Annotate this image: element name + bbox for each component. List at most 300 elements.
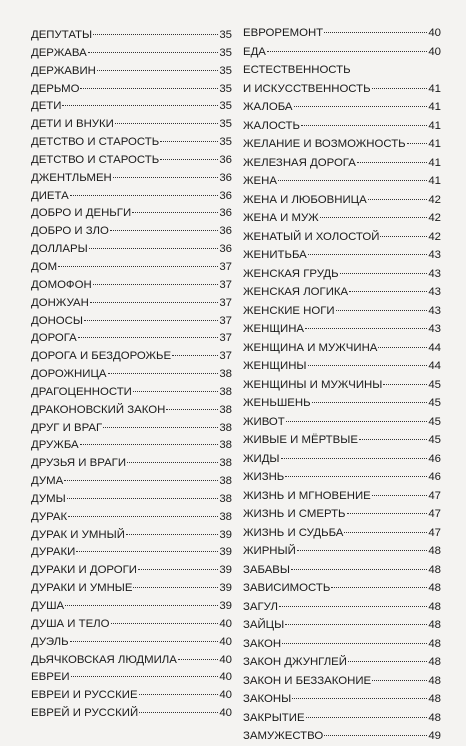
entry-term: ЖЕНЩИНА И МУЖЧИНА [243,341,378,354]
entry-page-number: 38 [219,421,232,434]
entry-term: ДУРАКИ И ДОРОГИ [31,564,137,577]
entry-term: ДОРОГА [31,332,77,345]
index-entry [243,690,441,709]
entry-page-number: 46 [428,452,441,465]
dot-leader [65,605,218,606]
dot-leader [331,587,427,588]
dot-leader [160,141,218,142]
entry-page-number: 36 [219,225,232,238]
dot-leader [64,480,218,481]
entry-page-number: 48 [428,637,441,650]
entry-term: ДУРАКИ И УМНЫЕ [31,582,133,595]
entry-page-number: 40 [219,689,232,702]
dot-leader [286,421,428,422]
entry-term: ЗАБАВЫ [243,563,290,576]
entry-page-number: 43 [428,286,441,298]
dot-leader [178,659,218,660]
index-entry [243,302,441,321]
entry-term: ЖИЗНЬ И МГНОВЕНИЕ [243,489,371,502]
entry-term: ДЕТСТВО И СТАРОСТЬ [31,153,160,166]
dot-leader [103,427,218,428]
index-entry [31,366,232,384]
entry-page-number: 48 [428,693,441,705]
entry-page-number: 42 [428,212,441,224]
entry-page-number: 48 [428,582,441,594]
dot-leader [282,643,427,644]
entry-term: ЖИВОТ [243,415,285,428]
entry-term: ДРУЖБА [31,439,79,452]
entry-term: ДОРОГА И БЕЗДОРОЖЬЕ [31,350,172,363]
dot-leader [357,162,428,163]
index-entry [31,473,232,491]
entry-page-number: 35 [219,100,232,113]
entry-term: ДОМОФОН [31,278,92,291]
entry-term: ЕВРЕИ [31,671,70,684]
dot-leader [320,217,428,218]
index-entry [31,544,232,562]
entry-page-number: 39 [219,546,232,559]
dot-leader [67,498,219,499]
dot-leader [285,476,427,477]
entry-page-number: 44 [428,360,441,372]
entry-term: ЗАМУЖЕСТВО [243,730,324,742]
index-entry [31,437,232,455]
entry-page-number: 49 [428,730,441,742]
dot-leader [279,606,427,607]
dot-leader [133,587,218,588]
entry-term: ЖЕНА [243,175,277,187]
dot-leader [139,712,218,713]
dot-leader [292,698,427,699]
dot-leader [372,680,427,681]
entry-term: ЖАЛОБА [243,101,293,113]
entry-term: ЕВРОРЕМОНТ [243,27,324,39]
index-entry [31,402,232,420]
entry-page-number: 48 [428,711,441,724]
dot-leader [62,105,218,106]
entry-page-number: 48 [428,674,441,687]
index-entry [243,561,441,580]
dot-leader [294,106,428,107]
index-entry [31,705,232,723]
dot-leader [93,34,218,35]
entry-page-number: 40 [219,707,232,720]
index-entry [243,61,441,80]
entry-term: ЖЕЛЕЗНАЯ ДОРОГА [243,156,356,169]
dot-leader [90,302,218,303]
entry-term: ДЕРЬМО [31,82,80,95]
index-entry [243,228,441,247]
entry-page-number: 36 [219,207,232,220]
entry-page-number: 41 [428,101,441,113]
entry-term: ДОНЖУАН [31,296,89,309]
dot-leader [349,291,427,292]
entry-page-number: 44 [428,341,441,354]
entry-term: ДЕТИ И ВНУКИ [31,118,114,131]
entry-page-number: 38 [219,385,232,398]
entry-page-number: 40 [219,671,232,684]
dot-leader [312,402,428,403]
dot-leader [58,266,218,267]
dot-leader [407,143,428,144]
entry-term: ДЕТСТВО И СТАРОСТЬ [31,136,160,149]
index-column-left [31,27,232,723]
entry-term: ЖЕНСКАЯ ГРУДЬ [243,267,339,280]
index-entry [243,450,441,469]
entry-term: И ИСКУССТВЕННОСТЬ [243,82,371,95]
entry-page-number: 39 [219,600,232,612]
index-entry [243,320,441,339]
entry-page-number: 37 [219,314,232,327]
dot-leader [378,347,427,348]
entry-page-number: 40 [219,617,232,630]
entry-page-number: 43 [428,267,441,280]
entry-page-number: 43 [428,304,441,317]
dot-leader [97,70,218,71]
index-entry [31,259,232,277]
entry-term: ЗАКОН [243,637,282,650]
index-entry [243,579,441,598]
index-entry [31,491,232,509]
index-entry [243,542,441,561]
index-entry [243,376,441,395]
entry-term: ЕВРЕЙ И РУССКИЙ [31,707,139,720]
dot-leader [78,337,219,338]
index-entry [243,598,441,617]
dot-leader [110,230,218,231]
index-entry [31,420,232,438]
entry-term: ДУША [31,600,65,612]
entry-term: ДУРАКИ [31,546,76,559]
entry-page-number: 37 [219,296,232,309]
entry-term: ЕДА [243,45,266,58]
entry-term: ЖЕНАТЫЙ И ХОЛОСТОЙ [243,230,380,243]
entry-page-number: 36 [219,153,232,166]
entry-term: ДУМА [31,475,64,488]
entry-term: ДУША И ТЕЛО [31,617,110,630]
entry-term: ДОРОЖНИЦА [31,368,107,381]
index-entry [31,223,232,241]
entry-page-number: 41 [428,119,441,132]
entry-term: ДОМ [31,260,58,273]
entry-term: ДОБРО И ЗЛО [31,225,109,238]
index-entry [31,45,232,63]
entry-term: ДЕПУТАТЫ [31,29,93,41]
dot-leader [172,355,218,356]
index-entry [31,188,232,206]
index-entry [243,154,441,173]
index-entry [31,455,232,473]
entry-term: ЖЕНСКИЕ НОГИ [243,304,335,317]
entry-page-number: 35 [219,64,232,77]
index-entry [31,384,232,402]
entry-term: ЖИЗНЬ [243,471,285,483]
index-entry [243,431,441,450]
entry-page-number: 48 [428,600,441,613]
index-entry [243,727,441,746]
index-entry [243,339,441,358]
dot-leader [285,624,427,625]
entry-term: ДРАГОЦЕННОСТИ [31,385,132,398]
entry-page-number: 45 [428,397,441,409]
index-entry [31,98,232,116]
index-entry [243,672,441,691]
entry-term: ДЖЕНТЛЬМЕН [31,171,112,184]
dot-leader [278,180,427,181]
entry-term: ЖЕНЩИНА [243,323,305,335]
entry-term: ЖЕНЩИНЫ И МУЖЧИНЫ [243,378,383,391]
dot-leader [336,310,428,311]
dot-leader [281,458,428,459]
entry-page-number: 47 [428,508,441,520]
entry-page-number: 47 [428,489,441,502]
entry-term: ЗАВИСИМОСТЬ [243,582,331,594]
dot-leader [267,51,427,52]
entry-page-number: 35 [219,82,232,95]
dot-leader [71,676,219,677]
dot-leader [301,125,427,126]
entry-term: ЗАГУЛ [243,600,278,613]
index-entry [243,24,441,43]
entry-term: ЖИЗНЬ И СМЕРТЬ [243,508,346,520]
dot-leader [380,236,427,237]
entry-page-number: 36 [219,243,232,256]
entry-page-number: 48 [428,563,441,576]
entry-term: ДЬЯЧКОВСКАЯ ЛЮДМИЛА [31,653,177,666]
entry-page-number: 38 [219,510,232,523]
dot-leader [127,462,218,463]
entry-page-number: 38 [219,368,232,381]
entry-page-number: 45 [428,434,441,446]
entry-term: ДРАКОНОВСКИЙ ЗАКОН [31,403,166,416]
entry-page-number: 40 [428,27,441,39]
index-entry [243,357,441,376]
entry-term: ЖАЛОСТЬ [243,119,300,132]
index-entry [31,27,232,45]
dot-leader [368,199,428,200]
entry-term: ДОЛЛАРЫ [31,243,88,256]
dot-leader [76,551,218,552]
dot-leader [340,273,428,274]
index-entry [31,527,232,545]
dot-leader [383,384,427,385]
entry-term: ЗАКРЫТИЕ [243,711,305,724]
entry-term: ЖЕНА И ЛЮБОВНИЦА [243,193,367,206]
dot-leader [70,195,219,196]
dot-leader [372,88,428,89]
dot-leader [80,88,218,89]
dot-leader [84,320,218,321]
entry-page-number: 48 [428,619,441,631]
dot-leader [93,284,219,285]
dot-leader [160,159,218,160]
index-entry [243,635,441,654]
dot-leader [308,254,428,255]
entry-page-number: 39 [219,528,232,541]
index-entry [31,277,232,295]
entry-term: ЗАКОН ДЖУНГЛЕЙ [243,656,347,668]
entry-term: ЗАКОНЫ [243,693,292,705]
entry-page-number: 46 [428,471,441,483]
entry-page-number: 48 [428,545,441,557]
dot-leader [111,623,219,624]
entry-term: ЖИВЫЕ И МЁРТВЫЕ [243,434,358,446]
entry-term: ЗАЙЦЫ [243,619,285,631]
entry-term: ДУЭЛЬ [31,635,69,648]
entry-page-number: 39 [219,564,232,577]
entry-page-number: 41 [428,156,441,169]
dot-leader [70,641,219,642]
dot-leader [68,516,218,517]
entry-term: ЖЕНСКАЯ ЛОГИКА [243,286,349,298]
dot-leader [308,365,428,366]
dot-leader [372,495,428,496]
entry-term: ЖИДЫ [243,452,280,465]
entry-term: ЖЕНИТЬБА [243,249,307,261]
dot-leader [88,52,219,53]
entry-term: ЖЕНЩИНЫ [243,360,307,372]
dot-leader [126,534,218,535]
entry-term: ЕСТЕСТВЕННОСТЬ [243,64,351,76]
index-entry [243,172,441,191]
index-entry [243,80,441,99]
dot-leader [139,694,219,695]
index-entry [243,191,441,210]
entry-term: ДИЕТА [31,189,69,202]
index-entry [31,669,232,687]
index-column-right [243,24,441,746]
index-entry [243,98,441,117]
entry-term: ЕВРЕИ И РУССКИЕ [31,689,138,702]
entry-page-number: 47 [428,526,441,539]
entry-term: ЖЕЛАНИЕ И ВОЗМОЖНОСТЬ [243,138,406,150]
entry-page-number: 37 [219,350,232,363]
index-entry [31,134,232,152]
index-entry [31,598,232,616]
entry-page-number: 42 [428,193,441,206]
dot-leader [138,569,218,570]
index-entry [31,687,232,705]
index-entry [31,580,232,598]
index-entry [31,562,232,580]
entry-page-number: 38 [219,457,232,470]
index-entry [31,170,232,188]
entry-term: ДУРАК И УМНЫЙ [31,528,125,541]
entry-page-number: 35 [219,136,232,149]
entry-term: ДУРАК [31,510,68,523]
entry-term: ДОНОСЫ [31,314,83,327]
index-entry [31,509,232,527]
entry-page-number: 38 [219,403,232,416]
index-entry [31,295,232,313]
dot-leader [347,513,428,514]
index-entry [31,652,232,670]
index-entry [31,616,232,634]
entry-page-number: 35 [219,46,232,59]
entry-page-number: 37 [219,260,232,273]
dot-leader [359,439,427,440]
entry-term: ДЕРЖАВА [31,46,87,59]
index-entry [31,205,232,223]
entry-term: ДРУГ И ВРАГ [31,421,103,434]
index-entry [31,330,232,348]
index-entry [243,135,441,154]
entry-page-number: 43 [428,323,441,335]
index-entry [31,348,232,366]
dot-leader [80,444,219,445]
entry-page-number: 43 [428,249,441,261]
index-entry [243,283,441,302]
entry-page-number: 48 [428,656,441,668]
entry-page-number: 37 [219,332,232,345]
entry-page-number: 36 [219,189,232,202]
index-entry [243,709,441,728]
index-entry [243,653,441,672]
dot-leader [133,391,218,392]
entry-page-number: 40 [219,653,232,666]
index-entry [243,487,441,506]
dot-leader [132,212,218,213]
index-entry [31,152,232,170]
index-entry [31,634,232,652]
index-entry [243,246,441,265]
entry-page-number: 39 [219,582,232,595]
index-entry [243,117,441,136]
entry-page-number: 45 [428,415,441,428]
entry-page-number: 38 [219,475,232,488]
entry-term: ЖЕНЬШЕНЬ [243,397,311,409]
dot-leader [89,248,219,249]
index-entry [31,241,232,259]
dot-leader [305,328,427,329]
index-entry [243,468,441,487]
dot-leader [306,717,428,718]
entry-page-number: 35 [219,29,232,41]
dot-leader [297,550,428,551]
index-entry [243,394,441,413]
entry-term: ДУМЫ [31,492,66,505]
entry-page-number: 38 [219,492,232,505]
entry-page-number: 41 [428,82,441,95]
entry-page-number: 41 [428,138,441,150]
dot-leader [108,373,219,374]
dot-leader [115,123,218,124]
entry-page-number: 42 [428,230,441,243]
entry-term: ДОБРО И ДЕНЬГИ [31,207,132,220]
dot-leader [113,177,219,178]
index-entry [31,313,232,331]
entry-page-number: 45 [428,378,441,391]
entry-term: ДЕТИ [31,100,62,113]
entry-page-number: 37 [219,278,232,291]
index-entry [243,209,441,228]
index-entry [243,265,441,284]
entry-term: ЖИРНЫЙ [243,545,296,557]
entry-page-number: 35 [219,118,232,131]
index-entry [31,63,232,81]
entry-page-number: 41 [428,175,441,187]
entry-term: ДЕРЖАВИН [31,64,96,77]
entry-term: ДРУЗЬЯ И ВРАГИ [31,457,127,470]
index-entry [243,524,441,543]
dot-leader [344,532,427,533]
index-entry [31,81,232,99]
entry-page-number: 36 [219,171,232,184]
dot-leader [291,569,427,570]
entry-term: ЖЕНА И МУЖ [243,212,319,224]
index-entry [243,43,441,62]
entry-term: ЖИЗНЬ И СУДЬБА [243,526,344,539]
